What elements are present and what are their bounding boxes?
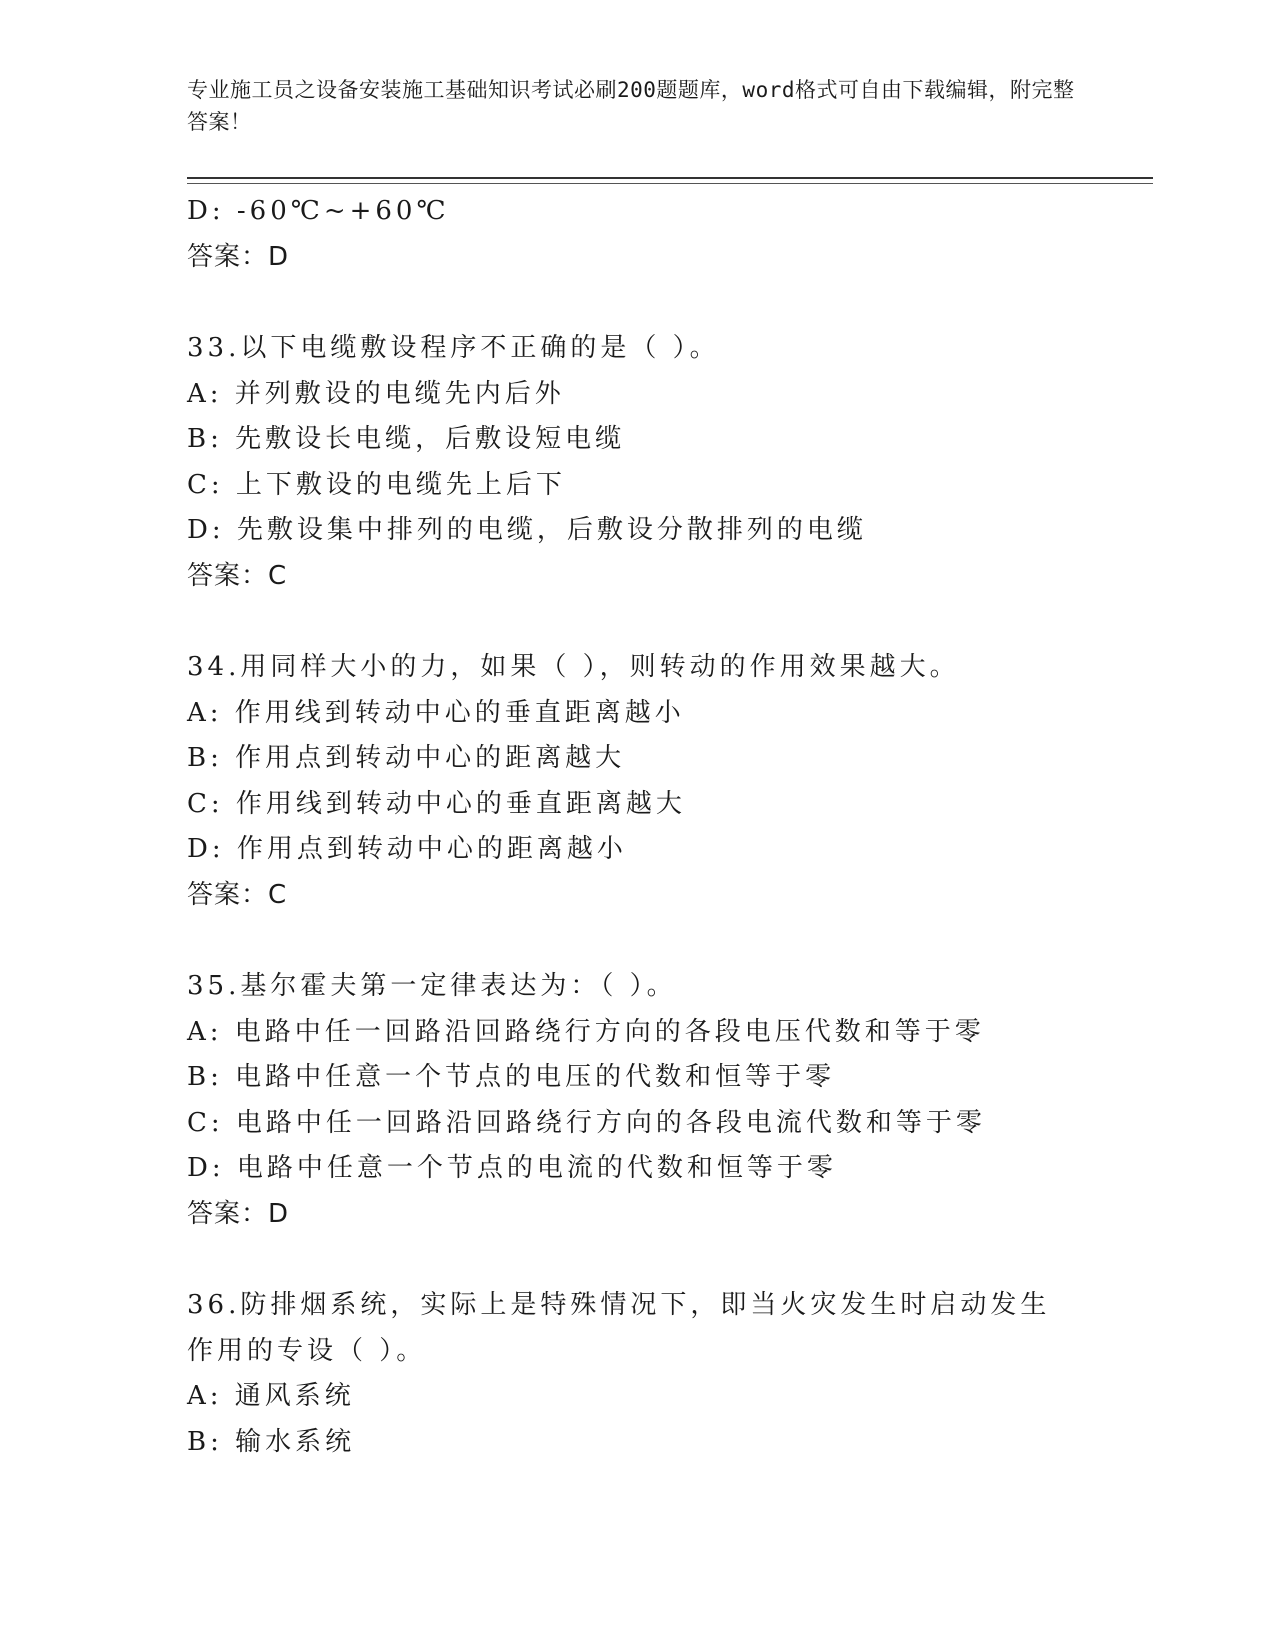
option-a: A: 通风系统 [187, 1381, 355, 1411]
question-stem: 36.防排烟系统，实际上是特殊情况下，即当火灾发生时启动发生作用的专设（ ）。 [187, 1290, 1051, 1366]
question-stem: 33.以下电缆敷设程序不正确的是（ ）。 [187, 333, 720, 363]
option-c: C: 上下敷设的电缆先上后下 [187, 469, 566, 500]
prev-question-answer: 答案：D [187, 241, 290, 272]
question-35 [187, 964, 1087, 1237]
option-a: A: 并列敷设的电缆先内后外 [187, 378, 565, 409]
question-stem: 34.用同样大小的力，如果（ ），则转动的作用效果越大。 [187, 652, 960, 682]
question-spacer [187, 1237, 1087, 1283]
option-a: A: 作用线到转动中心的垂直距离越小 [187, 697, 685, 728]
option-d: D: 作用点到转动中心的距离越小 [187, 834, 627, 864]
question-34 [187, 645, 1087, 918]
option-c: C: 电路中任一回路沿回路绕行方向的各段电流代数和等于零 [187, 1107, 986, 1138]
question-36 [187, 1283, 1087, 1465]
question-spacer [187, 280, 1087, 326]
header-divider-thin [187, 183, 1153, 184]
option-d: D: 电路中任意一个节点的电流的代数和恒等于零 [187, 1153, 837, 1183]
document-header-title: 专业施工员之设备安装施工基础知识考试必刷200题题库，word格式可自由下载编辑，附完整答案！ [187, 78, 1075, 134]
option-b: B: 作用点到转动中心的距离越大 [187, 743, 626, 773]
option-d: D: 先敷设集中排列的电缆，后敷设分散排列的电缆 [187, 515, 867, 545]
header-divider-thick [187, 177, 1153, 179]
question-spacer [187, 599, 1087, 645]
question-33 [187, 326, 1087, 599]
prev-question-option-d: D: -60℃~+60℃ [187, 196, 450, 226]
option-a: A: 电路中任一回路沿回路绕行方向的各段电压代数和等于零 [187, 1016, 985, 1047]
question-answer: 答案：C [187, 879, 288, 910]
option-b: B: 输水系统 [187, 1426, 356, 1457]
option-b: B: 电路中任意一个节点的电压的代数和恒等于零 [187, 1062, 836, 1092]
question-answer: 答案：C [187, 560, 288, 591]
option-b: B: 先敷设长电缆，后敷设短电缆 [187, 424, 626, 454]
question-answer: 答案：D [187, 1198, 290, 1229]
option-c: C: 作用线到转动中心的垂直距离越大 [187, 788, 686, 819]
question-list [187, 189, 1087, 1465]
question-stem: 35.基尔霍夫第一定律表达为：（ ）。 [187, 971, 677, 1001]
question-spacer [187, 918, 1087, 964]
